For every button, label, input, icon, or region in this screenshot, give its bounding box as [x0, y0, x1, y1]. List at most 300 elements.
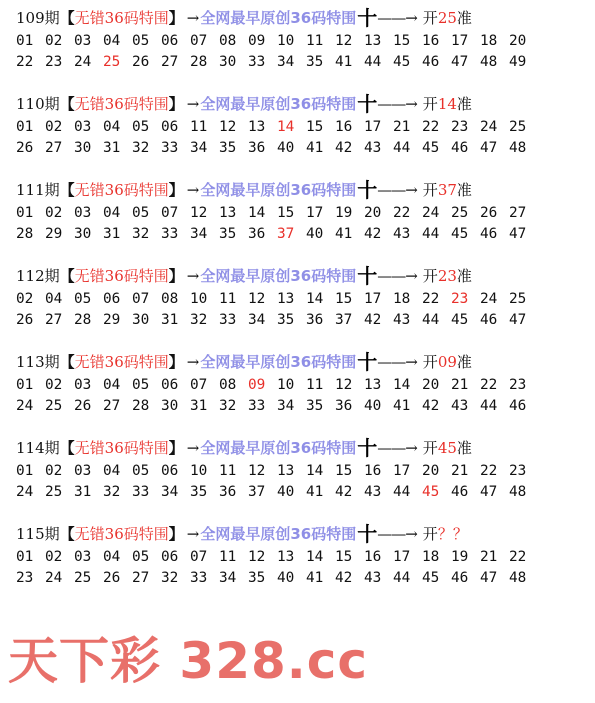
number: 05: [74, 291, 92, 307]
number: 42: [364, 312, 382, 328]
dash-arrow-icon: ——→: [377, 9, 417, 27]
number: 46: [451, 570, 469, 586]
blue-title: 全网最早原创36码特围: [200, 353, 357, 371]
number: 11: [190, 119, 208, 135]
number: 34: [248, 312, 266, 328]
number: 42: [335, 140, 353, 156]
number: 48: [480, 54, 498, 70]
result-number: ？？: [437, 525, 468, 543]
number: 44: [393, 484, 411, 500]
number: 21: [451, 377, 469, 393]
number: 26: [16, 140, 34, 156]
number: 12: [219, 119, 237, 135]
number: 06: [161, 33, 179, 49]
number: 10: [277, 377, 295, 393]
number: 02: [45, 549, 63, 565]
result-number: 09: [437, 353, 457, 371]
number: 47: [451, 54, 469, 70]
red-title: 无错36码特围: [74, 181, 169, 199]
number: 47: [480, 484, 498, 500]
blue-title: 全网最早原创36码特围: [200, 9, 357, 27]
number: 20: [422, 463, 440, 479]
number: 25: [74, 570, 92, 586]
number: 24: [45, 570, 63, 586]
number: 20: [422, 377, 440, 393]
number-row: [16, 482, 595, 503]
number: 03: [74, 549, 92, 565]
issue-number: 115期: [16, 525, 60, 543]
number: 21: [451, 463, 469, 479]
cross-icon: 十: [357, 436, 378, 460]
hit-number: 23: [451, 291, 469, 307]
number: 13: [248, 119, 266, 135]
number: 25: [45, 398, 63, 414]
open-label: 开: [422, 525, 438, 543]
number: 43: [451, 398, 469, 414]
number: 32: [132, 140, 150, 156]
number: 45: [451, 312, 469, 328]
number: 24: [480, 119, 498, 135]
arrow-right-icon: →: [186, 181, 200, 199]
issue-title: [16, 436, 595, 461]
number: 48: [509, 484, 527, 500]
number: 02: [45, 463, 63, 479]
number: 47: [480, 140, 498, 156]
issue-number: 114期: [16, 439, 60, 457]
number: 05: [132, 549, 150, 565]
number-row: [16, 547, 595, 568]
number: 22: [16, 54, 34, 70]
number: 15: [335, 549, 353, 565]
number: 12: [248, 549, 266, 565]
number: 04: [103, 205, 121, 221]
number: 27: [161, 54, 179, 70]
hit-number: 14: [277, 119, 295, 135]
number: 36: [306, 312, 324, 328]
number: 31: [74, 484, 92, 500]
open-label: 开: [422, 267, 438, 285]
number: 21: [480, 549, 498, 565]
number: 12: [248, 291, 266, 307]
number: 21: [393, 119, 411, 135]
number: 23: [509, 377, 527, 393]
number: 08: [219, 33, 237, 49]
number: 47: [480, 570, 498, 586]
number: 03: [74, 377, 92, 393]
number: 33: [132, 484, 150, 500]
issue-title: [16, 264, 595, 289]
number: 30: [161, 398, 179, 414]
number: 37: [248, 484, 266, 500]
number: 35: [190, 484, 208, 500]
number: 06: [161, 119, 179, 135]
number: 23: [451, 119, 469, 135]
number: 40: [277, 570, 295, 586]
issue-block: [16, 436, 595, 503]
number: 40: [306, 226, 324, 242]
hit-number: 37: [277, 226, 295, 242]
number: 17: [393, 463, 411, 479]
number: 23: [509, 463, 527, 479]
bracket-close: 】: [168, 525, 184, 543]
number: 22: [480, 377, 498, 393]
number: 24: [422, 205, 440, 221]
number: 02: [45, 205, 63, 221]
number: 14: [306, 549, 324, 565]
issue-title: [16, 178, 595, 203]
hit-number: 09: [248, 377, 266, 393]
number: 20: [364, 205, 382, 221]
number: 44: [422, 226, 440, 242]
dash-arrow-icon: ——→: [377, 525, 417, 543]
arrow-right-icon: →: [186, 9, 200, 27]
number-row: [16, 138, 595, 159]
number: 15: [335, 463, 353, 479]
number: 12: [248, 463, 266, 479]
number: 24: [480, 291, 498, 307]
red-title: 无错36码特围: [74, 525, 169, 543]
number: 46: [480, 312, 498, 328]
number: 08: [219, 377, 237, 393]
number: 31: [190, 398, 208, 414]
number: 04: [103, 463, 121, 479]
number: 43: [364, 484, 382, 500]
red-title: 无错36码特围: [74, 439, 169, 457]
number: 22: [422, 291, 440, 307]
number: 18: [480, 33, 498, 49]
bracket-open: 【: [59, 525, 75, 543]
number: 46: [451, 140, 469, 156]
number: 45: [422, 140, 440, 156]
number: 02: [45, 33, 63, 49]
number: 06: [161, 377, 179, 393]
number-row: [16, 310, 595, 331]
number: 05: [132, 377, 150, 393]
bracket-close: 】: [168, 353, 184, 371]
number: 33: [161, 226, 179, 242]
number: 33: [161, 140, 179, 156]
number: 01: [16, 549, 34, 565]
number: 34: [277, 54, 295, 70]
number: 04: [103, 377, 121, 393]
number: 46: [509, 398, 527, 414]
open-label: 开: [422, 9, 438, 27]
number: 13: [277, 549, 295, 565]
number: 44: [422, 312, 440, 328]
number-row: [16, 117, 595, 138]
number: 41: [306, 570, 324, 586]
number: 48: [509, 140, 527, 156]
number: 16: [364, 549, 382, 565]
number-row: [16, 375, 595, 396]
number: 43: [393, 226, 411, 242]
bracket-open: 【: [59, 181, 75, 199]
number-row: [16, 52, 595, 73]
arrow-right-icon: →: [186, 525, 200, 543]
number: 35: [248, 570, 266, 586]
number: 43: [364, 140, 382, 156]
number: 42: [422, 398, 440, 414]
number: 26: [103, 570, 121, 586]
number: 29: [45, 226, 63, 242]
open-label: 开: [422, 95, 438, 113]
number: 23: [16, 570, 34, 586]
number: 02: [16, 291, 34, 307]
number: 05: [132, 119, 150, 135]
number: 10: [190, 463, 208, 479]
number: 11: [306, 33, 324, 49]
number-row: [16, 461, 595, 482]
number: 17: [393, 549, 411, 565]
red-title: 无错36码特围: [74, 9, 169, 27]
number: 22: [393, 205, 411, 221]
number: 14: [248, 205, 266, 221]
number: 07: [190, 377, 208, 393]
number: 41: [335, 54, 353, 70]
open-label: 开: [422, 353, 438, 371]
accurate-label: 准: [456, 439, 472, 457]
number: 01: [16, 463, 34, 479]
number: 34: [190, 140, 208, 156]
number: 14: [393, 377, 411, 393]
number: 02: [45, 119, 63, 135]
number: 07: [132, 291, 150, 307]
number: 22: [509, 549, 527, 565]
number: 14: [306, 463, 324, 479]
number: 34: [161, 484, 179, 500]
number: 23: [45, 54, 63, 70]
number: 30: [132, 312, 150, 328]
number: 33: [219, 312, 237, 328]
red-title: 无错36码特围: [74, 353, 169, 371]
number: 33: [248, 54, 266, 70]
number: 25: [451, 205, 469, 221]
number: 44: [480, 398, 498, 414]
accurate-label: 准: [456, 95, 472, 113]
number: 36: [248, 140, 266, 156]
number: 03: [74, 119, 92, 135]
number: 37: [335, 312, 353, 328]
number-row: [16, 568, 595, 589]
number-row: [16, 203, 595, 224]
number: 42: [364, 226, 382, 242]
number: 01: [16, 119, 34, 135]
issue-block: [16, 264, 595, 331]
number: 32: [219, 398, 237, 414]
number: 13: [277, 463, 295, 479]
arrow-right-icon: →: [186, 267, 200, 285]
number: 46: [422, 54, 440, 70]
number: 35: [306, 54, 324, 70]
red-title: 无错36码特围: [74, 267, 169, 285]
number: 01: [16, 377, 34, 393]
issue-number: 111期: [16, 181, 60, 199]
number: 32: [132, 226, 150, 242]
number: 28: [74, 312, 92, 328]
number: 26: [480, 205, 498, 221]
issue-number: 109期: [16, 9, 60, 27]
issue-title: [16, 6, 595, 31]
dash-arrow-icon: ——→: [377, 95, 417, 113]
issue-block: [16, 178, 595, 245]
number: 20: [509, 33, 527, 49]
number: 44: [393, 570, 411, 586]
number: 27: [45, 140, 63, 156]
number: 06: [103, 291, 121, 307]
number: 36: [219, 484, 237, 500]
number: 14: [306, 291, 324, 307]
number: 30: [74, 226, 92, 242]
number: 11: [306, 377, 324, 393]
number: 40: [277, 140, 295, 156]
number: 41: [393, 398, 411, 414]
number: 42: [335, 570, 353, 586]
number: 10: [277, 33, 295, 49]
number: 08: [161, 291, 179, 307]
number: 28: [190, 54, 208, 70]
number: 29: [103, 312, 121, 328]
open-label: 开: [422, 181, 438, 199]
number: 16: [422, 33, 440, 49]
number: 19: [335, 205, 353, 221]
number: 17: [306, 205, 324, 221]
number: 44: [364, 54, 382, 70]
number: 04: [103, 549, 121, 565]
number: 17: [364, 119, 382, 135]
number: 01: [16, 205, 34, 221]
number: 18: [422, 549, 440, 565]
result-number: 37: [437, 181, 457, 199]
issue-block: [16, 92, 595, 159]
result-number: 45: [437, 439, 457, 457]
number: 03: [74, 463, 92, 479]
brand-logo: 天下彩 328.cc: [8, 632, 369, 690]
issue-title: [16, 92, 595, 117]
number: 13: [364, 377, 382, 393]
blue-title: 全网最早原创36码特围: [200, 95, 357, 113]
number: 46: [480, 226, 498, 242]
number: 05: [132, 205, 150, 221]
number: 17: [451, 33, 469, 49]
number: 16: [364, 463, 382, 479]
number: 13: [219, 205, 237, 221]
number: 06: [161, 463, 179, 479]
issue-number: 112期: [16, 267, 60, 285]
number: 26: [74, 398, 92, 414]
dash-arrow-icon: ——→: [377, 181, 417, 199]
number: 40: [277, 484, 295, 500]
number: 03: [74, 33, 92, 49]
open-label: 开: [422, 439, 438, 457]
number: 24: [16, 484, 34, 500]
number: 28: [132, 398, 150, 414]
number: 45: [422, 570, 440, 586]
number: 02: [45, 377, 63, 393]
accurate-label: 准: [456, 353, 472, 371]
prediction-list: [0, 6, 595, 608]
number: 04: [103, 33, 121, 49]
number: 33: [248, 398, 266, 414]
issue-number: 110期: [16, 95, 60, 113]
cross-icon: 十: [357, 92, 378, 116]
number: 07: [190, 33, 208, 49]
number: 30: [219, 54, 237, 70]
hit-number: 45: [422, 484, 440, 500]
number: 34: [277, 398, 295, 414]
accurate-label: 准: [456, 267, 472, 285]
number: 43: [364, 570, 382, 586]
issue-block: [16, 350, 595, 417]
result-number: 14: [437, 95, 457, 113]
number: 25: [509, 291, 527, 307]
number: 47: [509, 226, 527, 242]
number: 27: [45, 312, 63, 328]
number: 32: [190, 312, 208, 328]
number-row: [16, 224, 595, 245]
number: 22: [480, 463, 498, 479]
number: 07: [190, 549, 208, 565]
number: 49: [509, 54, 527, 70]
number: 41: [306, 484, 324, 500]
number: 31: [103, 140, 121, 156]
dash-arrow-icon: ——→: [377, 353, 417, 371]
number: 07: [161, 205, 179, 221]
number: 05: [132, 463, 150, 479]
number: 15: [306, 119, 324, 135]
number: 09: [248, 33, 266, 49]
number: 27: [509, 205, 527, 221]
arrow-right-icon: →: [186, 439, 200, 457]
bracket-open: 【: [59, 439, 75, 457]
hit-number: 25: [103, 54, 121, 70]
number: 27: [132, 570, 150, 586]
number: 33: [190, 570, 208, 586]
number: 45: [451, 226, 469, 242]
number: 41: [306, 140, 324, 156]
number: 32: [103, 484, 121, 500]
arrow-right-icon: →: [186, 353, 200, 371]
issue-number: 113期: [16, 353, 60, 371]
number: 43: [393, 312, 411, 328]
number-row: [16, 31, 595, 52]
number: 35: [219, 140, 237, 156]
number: 24: [16, 398, 34, 414]
number-row: [16, 289, 595, 310]
number: 30: [74, 140, 92, 156]
cross-icon: 十: [357, 178, 378, 202]
number: 15: [393, 33, 411, 49]
number: 44: [393, 140, 411, 156]
number: 11: [219, 291, 237, 307]
number: 25: [45, 484, 63, 500]
cross-icon: 十: [357, 264, 378, 288]
number: 46: [451, 484, 469, 500]
number: 35: [306, 398, 324, 414]
number: 03: [74, 205, 92, 221]
number: 11: [219, 549, 237, 565]
number: 35: [277, 312, 295, 328]
number: 06: [161, 549, 179, 565]
number: 18: [393, 291, 411, 307]
bracket-close: 】: [168, 439, 184, 457]
dash-arrow-icon: ——→: [377, 267, 417, 285]
number: 13: [364, 33, 382, 49]
accurate-label: 准: [456, 181, 472, 199]
cross-icon: 十: [357, 6, 378, 30]
number: 24: [74, 54, 92, 70]
number: 11: [219, 463, 237, 479]
bracket-open: 【: [59, 353, 75, 371]
